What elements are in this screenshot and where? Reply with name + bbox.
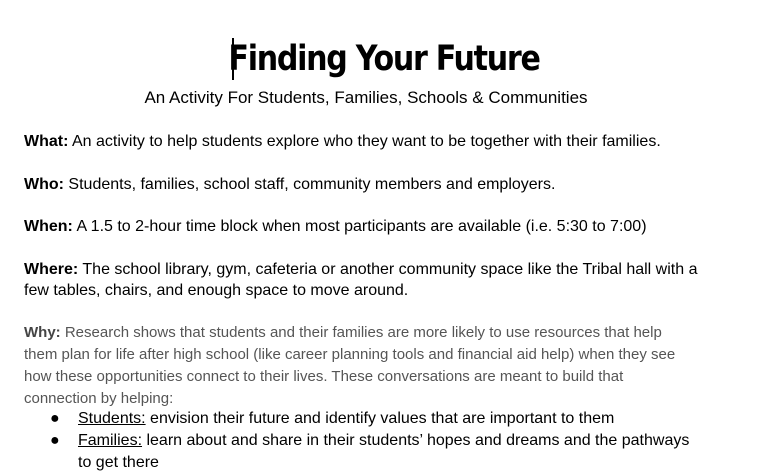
why-paragraph[interactable] [24,322,724,410]
why-line-3: how these opportunities connect to their lives. These conversations are meant to build that [24,368,624,385]
why-line-1 [24,322,724,344]
families-label: Families: [78,432,143,449]
students-text: envision their future and identify values that are important to them [145,410,615,427]
why-label: Why: [24,324,61,341]
bullet-icon: ● [50,410,60,427]
why-line-2: them plan for life after high school (like career planning tools and financial aid help) when they see [24,346,676,363]
families-text-continued: to get there [78,454,159,471]
what-label: What: [24,133,69,150]
list-item-continuation[interactable] [24,452,724,474]
when-text: A 1.5 to 2-hour time block when most participants are available (i.e. 5:30 to 7:00) [72,218,647,235]
what-text: An activity to help students explore who they want to be together with their families. [68,133,661,150]
doc-subtitle[interactable]: An Activity For Students, Families, Schools & Communities [144,88,588,107]
why-line-4: connection by helping: [24,390,174,407]
bullet-list[interactable] [24,408,724,474]
who-paragraph[interactable] [24,174,724,195]
where-paragraph[interactable] [24,259,724,301]
families-text: learn about and share in their students’ hopes and dreams and the pathways [142,432,690,449]
who-text: Students, families, school staff, community members and employers. [63,176,556,193]
when-label: When: [24,218,73,235]
when-paragraph[interactable] [24,216,724,237]
list-item[interactable] [24,430,724,452]
bullet-icon: ● [50,432,60,449]
doc-title[interactable]: Finding Your Future [228,39,540,79]
list-item[interactable] [24,408,724,430]
where-label: Where: [24,261,79,278]
what-paragraph[interactable] [24,131,724,152]
who-label: Who: [24,176,64,193]
why-text-1: Research shows that students and their families are more likely to use resources that help [60,324,662,341]
students-label: Students: [78,410,146,427]
where-text: The school library, gym, cafeteria or another community space like the Tribal hall with a few tables, chairs, and enough space to move around. [24,261,698,299]
